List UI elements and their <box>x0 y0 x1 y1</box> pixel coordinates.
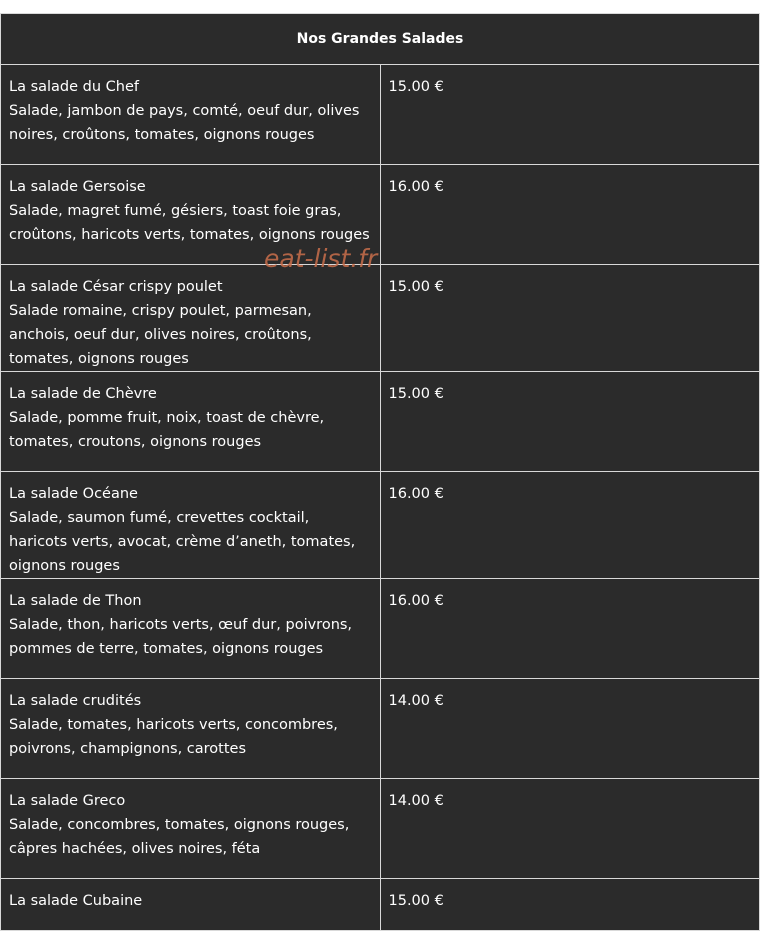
menu-title: Nos Grandes Salades <box>1 14 760 65</box>
item-description: Salade, jambon de pays, comté, oeuf dur, olives noires, croûtons, tomates, oignons rouges <box>9 103 360 143</box>
menu-header-row <box>1 14 760 65</box>
item-price: 16.00 € <box>380 472 760 579</box>
item-name: La salade Océane <box>9 486 138 502</box>
item-cell <box>1 265 381 372</box>
item-cell <box>1 779 381 879</box>
item-description: Salade, pomme fruit, noix, toast de chèvre, tomates, croutons, oignons rouges <box>9 410 325 450</box>
menu-row <box>1 472 760 579</box>
item-cell <box>1 65 381 165</box>
item-name: La salade César crispy poulet <box>9 279 223 295</box>
menu-table <box>0 13 760 931</box>
menu-row <box>1 679 760 779</box>
item-description: Salade, tomates, haricots verts, concombres, poivrons, champignons, carottes <box>9 717 338 757</box>
menu-row <box>1 65 760 165</box>
item-price: 15.00 € <box>380 879 760 931</box>
menu-row <box>1 879 760 931</box>
item-description: Salade, concombres, tomates, oignons rouges, câpres hachées, olives noires, féta <box>9 817 350 857</box>
item-price: 15.00 € <box>380 65 760 165</box>
item-name: La salade du Chef <box>9 79 140 95</box>
menu-row <box>1 779 760 879</box>
item-price: 15.00 € <box>380 372 760 472</box>
item-cell <box>1 679 381 779</box>
item-description: Salade romaine, crispy poulet, parmesan, anchois, oeuf dur, olives noires, croûtons, tomates, oignons rouges <box>9 303 312 367</box>
item-price: 14.00 € <box>380 679 760 779</box>
menu-row <box>1 265 760 372</box>
item-name: La salade Gersoise <box>9 179 146 195</box>
item-cell <box>1 579 381 679</box>
item-price: 16.00 € <box>380 579 760 679</box>
item-name: La salade de Chèvre <box>9 386 157 402</box>
item-cell <box>1 879 381 931</box>
menu-row <box>1 165 760 265</box>
item-cell <box>1 472 381 579</box>
menu-row <box>1 579 760 679</box>
item-price: 15.00 € <box>380 265 760 372</box>
item-price: 14.00 € <box>380 779 760 879</box>
item-name: La salade Greco <box>9 793 126 809</box>
menu-row <box>1 372 760 472</box>
item-name: La salade Cubaine <box>9 893 143 909</box>
watermark-text: eat-list.fr <box>264 244 378 273</box>
item-name: La salade de Thon <box>9 593 142 609</box>
item-cell <box>1 165 381 265</box>
item-description: Salade, saumon fumé, crevettes cocktail, haricots verts, avocat, crème d’aneth, tomates, oignons rouges <box>9 510 356 574</box>
item-cell <box>1 372 381 472</box>
item-description: Salade, magret fumé, gésiers, toast foie gras, croûtons, haricots verts, tomates, oignons rouges <box>9 203 370 243</box>
item-price: 16.00 € <box>380 165 760 265</box>
item-description: Salade, thon, haricots verts, œuf dur, poivrons, pommes de terre, tomates, oignons rouges <box>9 617 353 657</box>
item-name: La salade crudités <box>9 693 142 709</box>
